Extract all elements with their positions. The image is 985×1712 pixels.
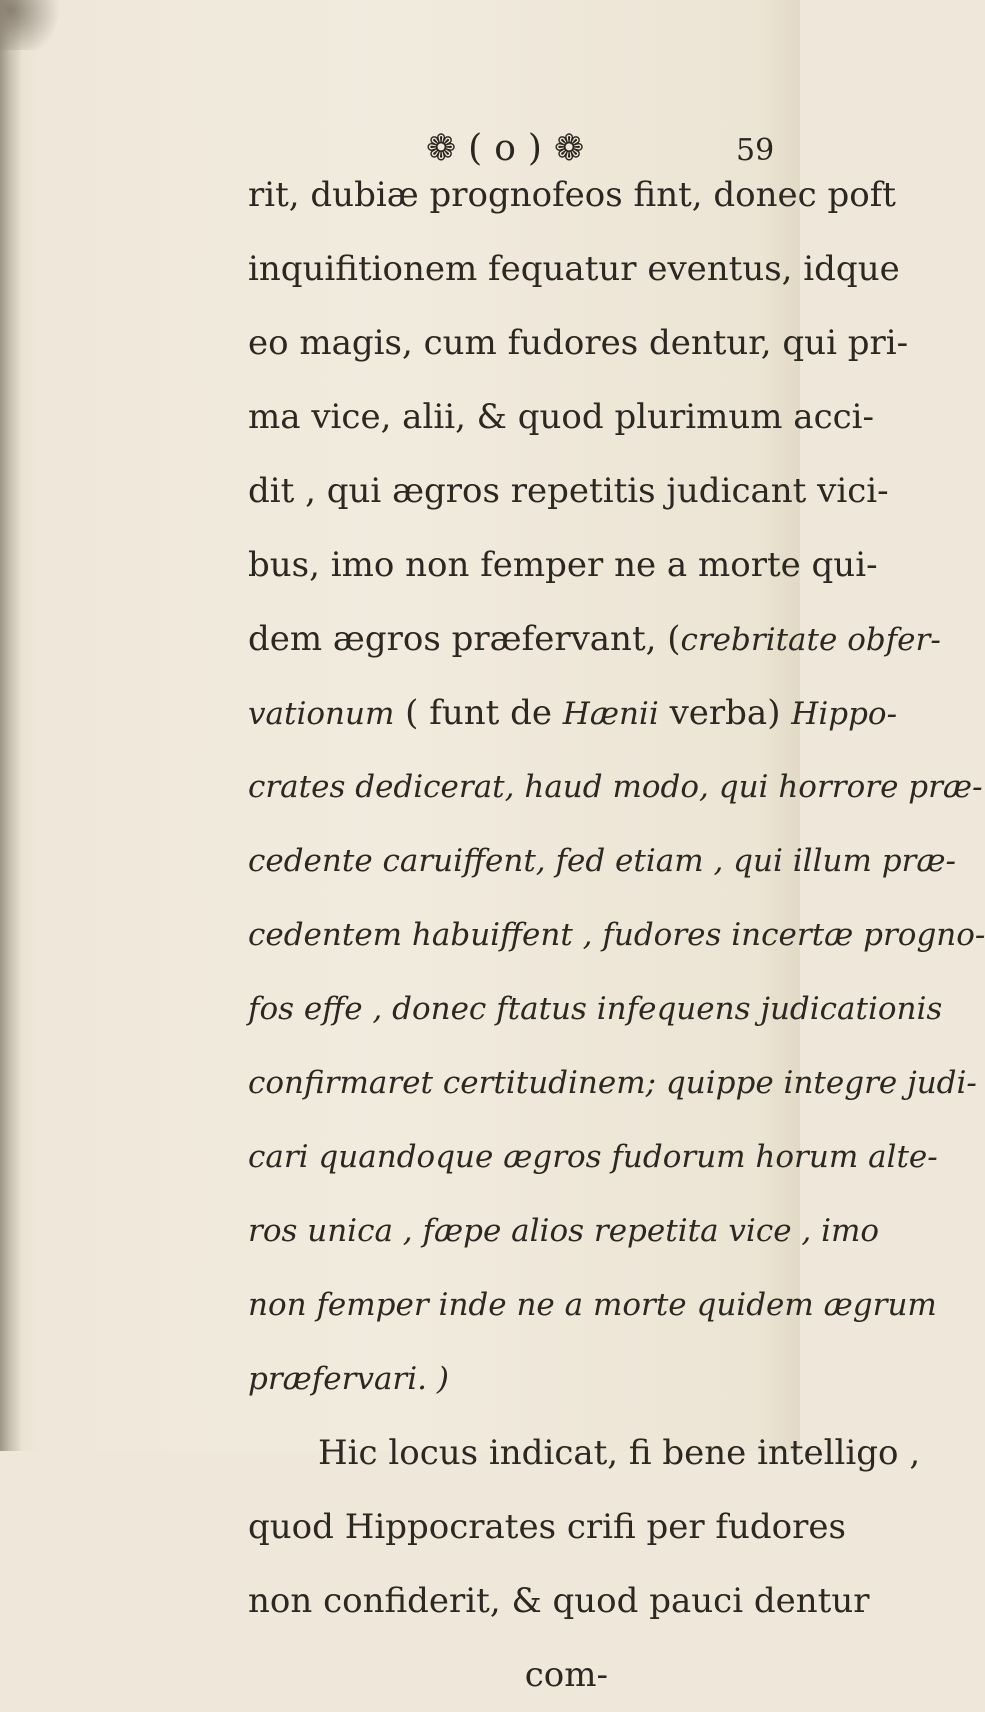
text-line: [248, 602, 941, 676]
header-paren-open: (: [468, 128, 483, 169]
page-edge-shadow: [0, 0, 22, 1451]
italic-segment: vationum: [248, 696, 395, 732]
italic-segment: crebritate obfer-: [680, 622, 941, 658]
text-line: non confiderit, & quod pauci dentur: [248, 1581, 870, 1621]
text-line: cedente caruiffent, fed etiam , qui illum præ-: [248, 843, 956, 879]
text-line: eo magis, cum fudores dentur, qui pri-: [248, 323, 909, 363]
catchword: com-: [524, 1655, 608, 1695]
body-text: [248, 158, 985, 1712]
text-line: ros unica , fæpe alios repetita vice , imo: [248, 1213, 880, 1249]
text-line: non femper inde ne a morte quidem ægrum: [248, 1287, 937, 1323]
text-line: inquifitionem fequatur eventus, idque: [248, 249, 900, 289]
text-line: confirmaret certitudinem; quippe integre judi-: [248, 1065, 977, 1101]
text-line: cedentem habuiffent , fudores incertæ progno-: [248, 917, 985, 953]
ornament-right-icon: ❁: [553, 128, 585, 169]
ornament-left-icon: ❁: [426, 128, 457, 169]
paragraph-start-line: Hic locus indicat, fi bene intelligo ,: [318, 1433, 921, 1473]
text-line: bus, imo non femper ne a morte qui-: [248, 545, 878, 585]
text-line: ma vice, alii, & quod plurimum acci-: [248, 397, 875, 437]
text-line: rit, dubiæ prognofeos fint, donec poft: [248, 175, 896, 215]
text-line: crates dedicerat, haud modo, qui horrore præ-: [248, 769, 983, 805]
text-line: fos effe , donec ftatus infequens judicationis: [248, 991, 943, 1027]
page-number: 59: [736, 133, 775, 168]
text-line: præfervari. ): [248, 1361, 449, 1397]
italic-segment: Hænii: [562, 696, 659, 732]
corner-stain: [0, 0, 60, 50]
text-line: dit , qui ægros repetitis judicant vici-: [248, 471, 889, 511]
header-paren-close: ): [527, 128, 542, 169]
text-segment: dem ægros præfervant, (: [248, 619, 681, 659]
text-segment: verba): [669, 693, 781, 733]
text-line: [248, 676, 898, 750]
header-center-mark: o: [494, 128, 516, 169]
text-line: cari quandoque ægros fudorum horum alte-: [248, 1139, 938, 1175]
italic-segment: Hippo-: [791, 696, 898, 732]
text-line: quod Hippocrates crifi per fudores: [248, 1507, 846, 1547]
text-segment: ( funt de: [405, 693, 552, 733]
